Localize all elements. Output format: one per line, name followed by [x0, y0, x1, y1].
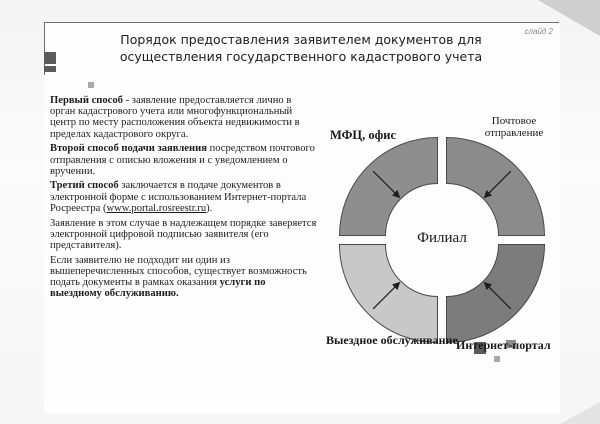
third-method-text: заключается в подаче документов в электронной форме с использованием Интернет-портала Росреестра (	[50, 180, 307, 214]
onsite-service-highlight: услуги по выездному обслуживанию.	[50, 277, 266, 300]
decor-square	[44, 52, 56, 64]
segment-label-internet: Интернет-портал	[456, 338, 551, 352]
segment-label-onsite: Выездное обслуживание	[326, 333, 458, 347]
first-method-heading: Первый способ	[50, 95, 123, 106]
center-label-branch: Филиал	[417, 230, 467, 246]
submission-ways-diagram	[326, 110, 560, 372]
slide-number: слайд 2	[524, 27, 553, 36]
first-method-text: - заявление предоставляется лично в орган кадастрового учета или многофункциональный центр по месту расположения объекта недвижимости в пределах кадастрового округа.	[50, 95, 300, 140]
decor-square	[44, 66, 56, 72]
paragraph-onsite-service	[50, 255, 318, 300]
segment-label-post: Почтовое отправление	[484, 115, 544, 139]
paragraph-third-method	[50, 180, 318, 214]
portal-link[interactable]: www.portal.rosreestr.ru	[106, 202, 207, 214]
segment-label-mfc: МФЦ, офис	[330, 128, 396, 142]
third-method-heading: Третий способ	[50, 180, 119, 192]
paragraph-signature: Заявление в этом случае в надлежащем порядке заверяется электронной цифровой подписью заявителя (его представителя).	[50, 217, 317, 251]
decor-square	[88, 82, 94, 88]
slide-header	[44, 22, 559, 75]
onsite-service-text: Если заявителю не подходит ни один из вышеперечисленных способов, существует возможность подать документы в рамках оказания	[50, 254, 307, 289]
second-method-text: посредством почтового отправления с описью вложения и с уведомлением о вручении.	[50, 143, 315, 177]
slide-title: Порядок предоставления заявителем документов для осуществления государственного кадастрового учета	[119, 32, 483, 64]
second-method-heading: Второй способ подачи заявления	[50, 143, 207, 155]
third-method-end: ).	[206, 202, 213, 214]
slide	[44, 22, 560, 414]
page-corner-shadow	[560, 402, 600, 424]
paragraph-second-method	[50, 143, 318, 177]
paragraph-first-method	[50, 95, 318, 140]
text-column	[50, 95, 318, 303]
